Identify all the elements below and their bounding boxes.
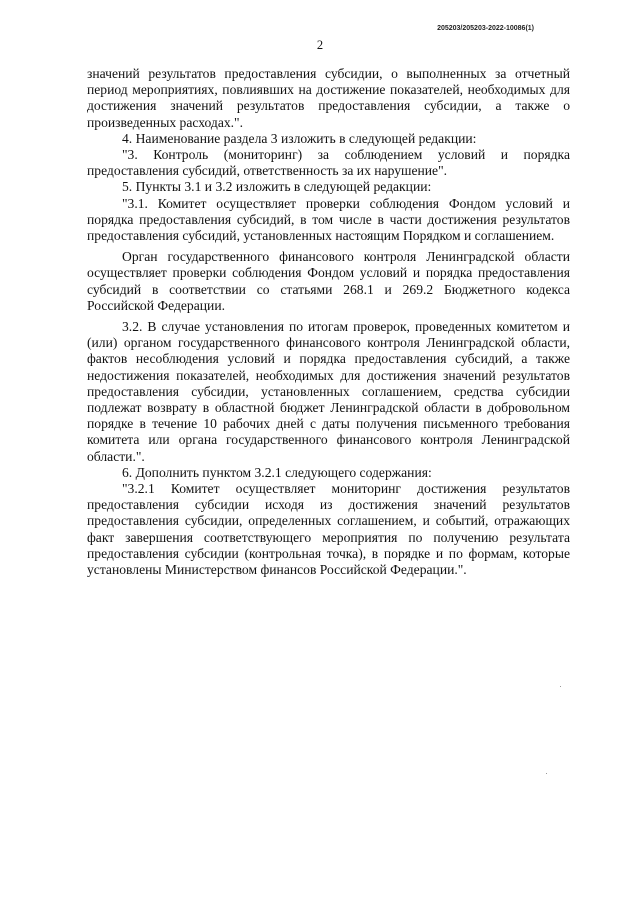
page-number: 2 [316, 38, 324, 52]
paragraph-clause-3-2-1: "3.2.1 Комитет осуществляет мониторинг достижения результатов предоставления субсидии исходя из достижения значений результатов предоставления субсидии, определенных соглашением, и событий, отражающих факт завершения соответствующего мероприятия по получению результата предоставления субсидии (контрольная точка), в порядке и по формам, которые установлены Министерством финансов Российской Федерации.". [87, 481, 570, 578]
scan-speck [546, 773, 547, 774]
scan-speck [560, 686, 561, 687]
paragraph-continuation: значений результатов предоставления субсидии, о выполненных за отчетный период мероприятиях, повлиявших на достижение показателей, необходимых для достижения значений результатов предоставления субсидии, а также о произведенных расходах.". [87, 66, 570, 130]
document-id: 205203/205203-2022-10086(1) [437, 25, 534, 32]
paragraph-clause-3-2: 3.2. В случае установления по итогам проверок, проведенных комитетом и (или) органом государственного финансового контроля Ленинградской области, фактов несоблюдения условий и порядка предоставления субсидий, а также недостижения показателей, необходимых для достижения значений результатов предоставления субсидии, установленных соглашением, средства субсидии подлежат возврату в областной бюджет Ленинградской области в добровольном порядке в течение 10 рабочих дней с даты получения письменного требования комитета или органа государственного финансового контроля Ленинградской области.". [87, 319, 570, 464]
paragraph-item-6: 6. Дополнить пунктом 3.2.1 следующего содержания: [122, 464, 432, 480]
paragraph-item-5: 5. Пункты 3.1 и 3.2 изложить в следующей редакции: [122, 179, 432, 195]
paragraph-control-body: Орган государственного финансового контроля Ленинградской области осуществляет проверки соблюдения Фондом условий и порядка предоставления субсидий в соответствии со статьями 268.1 и 269.2 Бюджетного кодекса Российской Федерации. [87, 249, 570, 313]
paragraph-item-4: 4. Наименование раздела 3 изложить в следующей редакции: [122, 130, 477, 146]
document-body [87, 66, 570, 578]
paragraph-clause-3-1: "3.1. Комитет осуществляет проверки соблюдения Фондом условий и порядка предоставления субсидий, в том числе в части достижения результатов предоставления субсидий, установленных настоящим Порядком и соглашением. [87, 195, 570, 244]
paragraph-section-3-title: "3. Контроль (мониторинг) за соблюдением условий и порядка предоставления субсидий, ответственность за их нарушение". [87, 147, 570, 179]
